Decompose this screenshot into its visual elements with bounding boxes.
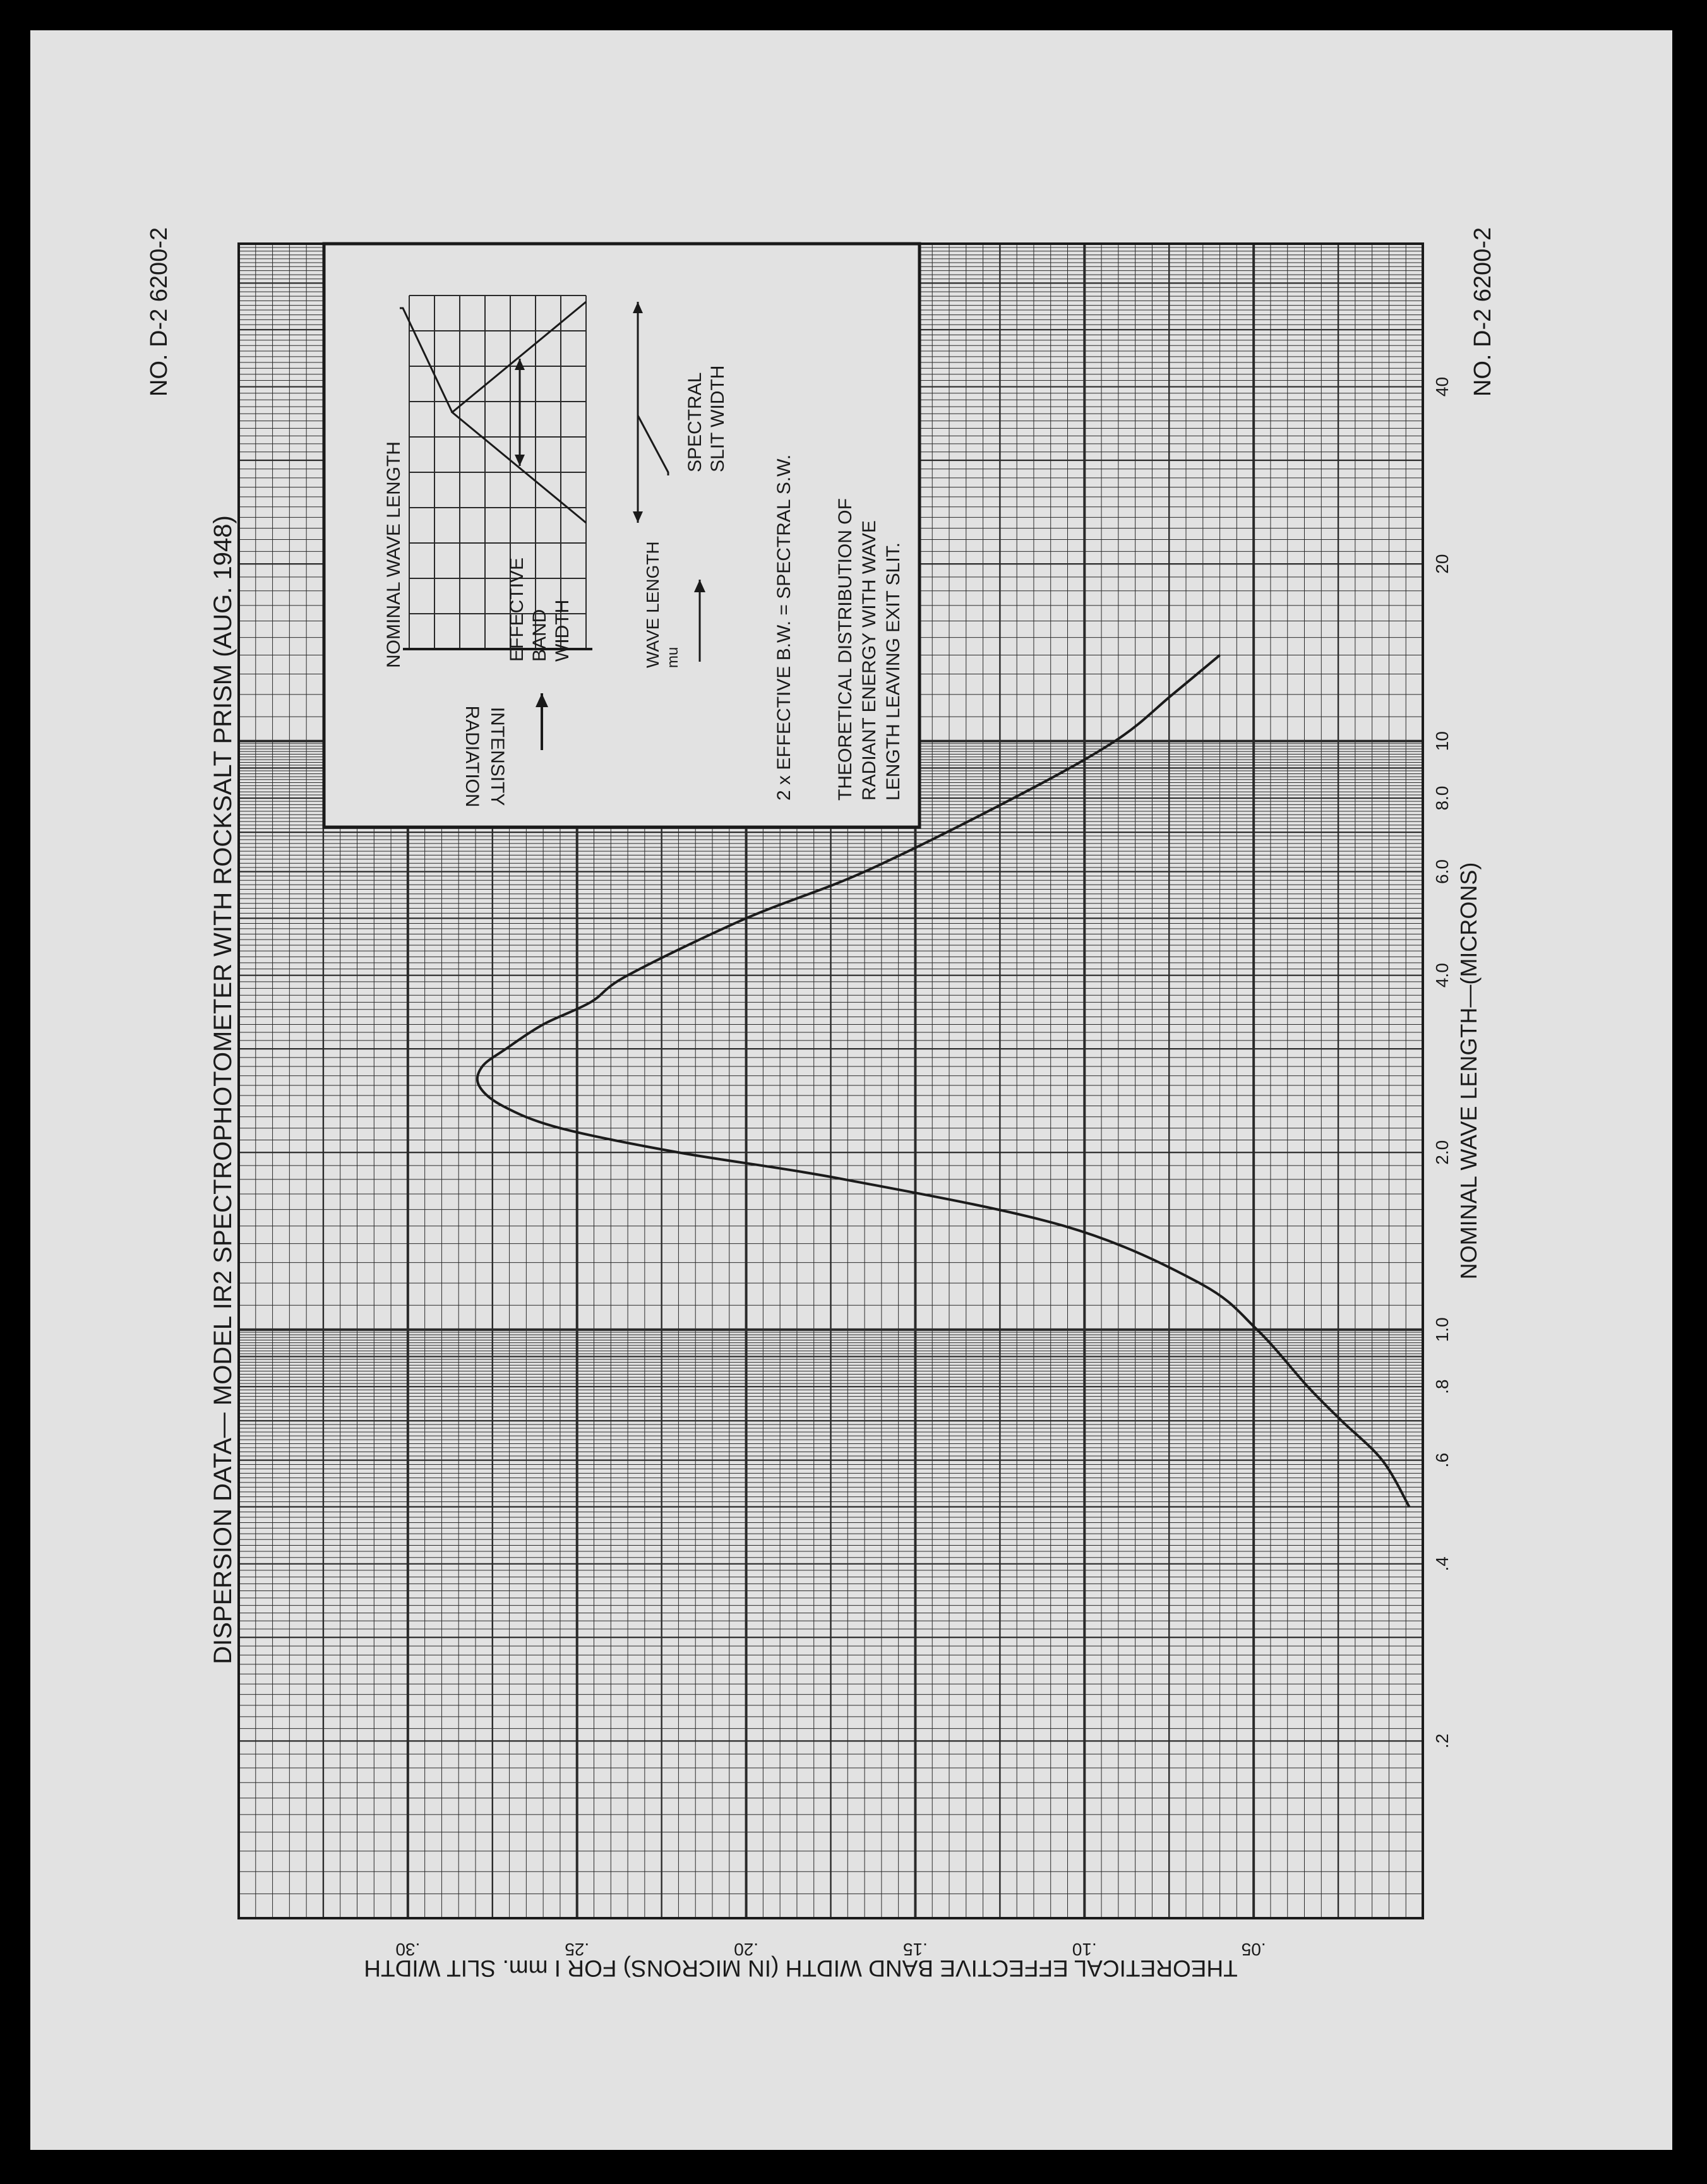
ebw-label: WIDTH: [552, 599, 573, 662]
equation-text: 2 x EFFECTIVE B.W. = SPECTRAL S.W.: [774, 454, 794, 801]
ebw-label: EFFECTIVE: [506, 557, 527, 662]
ebw-label: BAND: [529, 609, 550, 662]
chart-title: DISPERSION DATA— MODEL IR2 SPECTROPHOTOMETER WITH ROCKSALT PRISM (AUG. 1948): [209, 515, 237, 1664]
x-tick-label: .6: [1432, 1452, 1452, 1468]
x-tick-label: .8: [1432, 1379, 1452, 1394]
y-tick-label: .25: [565, 1940, 590, 1959]
caption-line: THEORETICAL DISTRIBUTION OF: [835, 498, 856, 801]
doc-number-top: NO. D-2 6200-2: [146, 227, 172, 397]
y-tick-label: .15: [902, 1940, 928, 1959]
x-tick-label: 40: [1432, 376, 1452, 397]
x-tick-label: 1.0: [1432, 1317, 1452, 1342]
x-tick-label: 6.0: [1432, 859, 1452, 885]
inset-box: [324, 244, 919, 827]
x-tick-label: 2.0: [1432, 1140, 1452, 1165]
x-tick-label: .2: [1432, 1733, 1452, 1749]
x-tick-label: 10: [1432, 731, 1452, 751]
x-tick-label: 4.0: [1432, 963, 1452, 988]
doc-number-right: NO. D-2 6200-2: [1470, 227, 1496, 397]
y-axis-label: THEORETICAL EFFECTIVE BAND WIDTH (IN MICRONS) FOR I mm. SLIT WIDTH: [364, 1955, 1238, 1981]
y-tick-label: .05: [1241, 1940, 1266, 1959]
ssw-label: SLIT WIDTH: [707, 365, 728, 472]
x-tick-label: 8.0: [1432, 785, 1452, 811]
y-tick-label: .30: [395, 1940, 421, 1959]
y-tick-label: .20: [734, 1940, 759, 1959]
x-tick-labels: [1432, 377, 1452, 1748]
caption-line: RADIANT ENERGY WITH WAVE: [859, 520, 880, 801]
nominal-wavelength-label: NOMINAL WAVE LENGTH: [383, 441, 404, 668]
intensity-label: RADIATION: [462, 705, 482, 808]
x-tick-label: .4: [1432, 1556, 1452, 1572]
ssw-label: SPECTRAL: [685, 372, 705, 472]
wavelength-unit-label: mu: [664, 647, 681, 668]
y-tick-label: .10: [1072, 1940, 1097, 1959]
wavelength-axis-label: WAVE LENGTH: [643, 541, 662, 668]
chart-paper: [30, 30, 1672, 2150]
x-axis-label: NOMINAL WAVE LENGTH—(MICRONS): [1456, 862, 1482, 1280]
x-tick-label: 20: [1432, 554, 1452, 574]
caption-line: LENGTH LEAVING EXIT SLIT.: [883, 542, 904, 801]
dispersion-chart: [30, 30, 1672, 2150]
intensity-label: INTENSITY: [487, 707, 508, 806]
